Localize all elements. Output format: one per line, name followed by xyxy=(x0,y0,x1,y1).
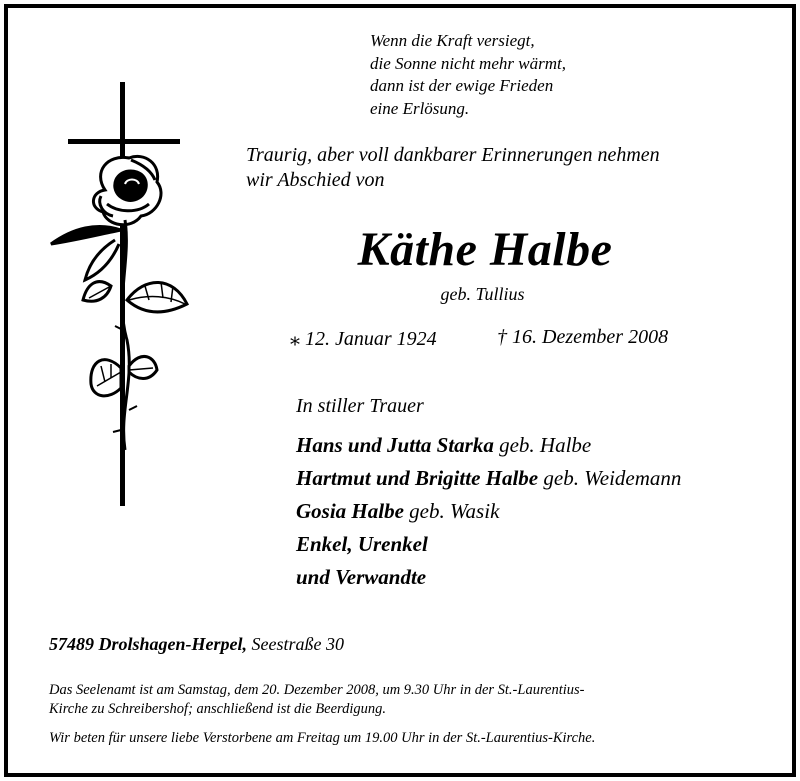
mourning-heading: In stiller Trauer xyxy=(296,395,424,417)
mourner-line xyxy=(296,499,499,524)
deceased-name: Käthe Halbe xyxy=(357,223,613,276)
mourner-line xyxy=(296,532,428,557)
notice-line: Kirche zu Schreibershof; anschließend ist die Beerdigung. xyxy=(49,701,387,717)
intro-line: wir Abschied von xyxy=(246,169,385,191)
mourner-names: Enkel, Urenkel xyxy=(296,532,428,556)
intro-text xyxy=(246,143,660,193)
intro-line: Traurig, aber voll dankbarer Erinnerungen nehmen xyxy=(246,144,660,166)
prayer-notice: Wir beten für unsere liebe Verstorbene am Freitag um 19.00 Uhr in der St.-Laurentius-Kirche. xyxy=(49,730,596,746)
poem-line: Wenn die Kraft versiegt, xyxy=(370,31,535,50)
mourner-names: Hans und Jutta Starka xyxy=(296,433,494,457)
mourner-suffix: geb. Halbe xyxy=(493,433,592,457)
poem-line: die Sonne nicht mehr wärmt, xyxy=(370,53,566,73)
requiem-notice xyxy=(49,681,585,719)
notice-line: Das Seelenamt ist am Samstag, dem 20. Dezember 2008, um 9.30 Uhr in der St.-Laurentius- xyxy=(49,682,585,698)
poem-line: dann ist der ewige Frieden xyxy=(370,76,554,95)
mourner-names: und Verwandte xyxy=(296,565,427,589)
address xyxy=(49,634,344,655)
death-date: † 16. Dezember 2008 xyxy=(497,326,669,348)
mourner-names: Hartmut und Brigitte Halbe xyxy=(296,466,539,490)
mourner-suffix: geb. Wasik xyxy=(403,499,500,523)
maiden-name: geb. Tullius xyxy=(440,284,525,304)
address-place: 57489 Drolshagen-Herpel, xyxy=(49,634,247,654)
mourner-names: Gosia Halbe xyxy=(296,499,404,523)
poem-line: eine Erlösung. xyxy=(370,98,470,118)
poem xyxy=(370,30,566,120)
mourner-line xyxy=(296,466,681,491)
birth-date: ⁎ 12. Januar 1924 xyxy=(290,328,437,350)
mourner-line xyxy=(296,565,426,590)
mourner-suffix: geb. Weidemann xyxy=(538,466,682,490)
mourner-line xyxy=(296,433,591,458)
address-street: Seestraße 30 xyxy=(247,634,344,654)
